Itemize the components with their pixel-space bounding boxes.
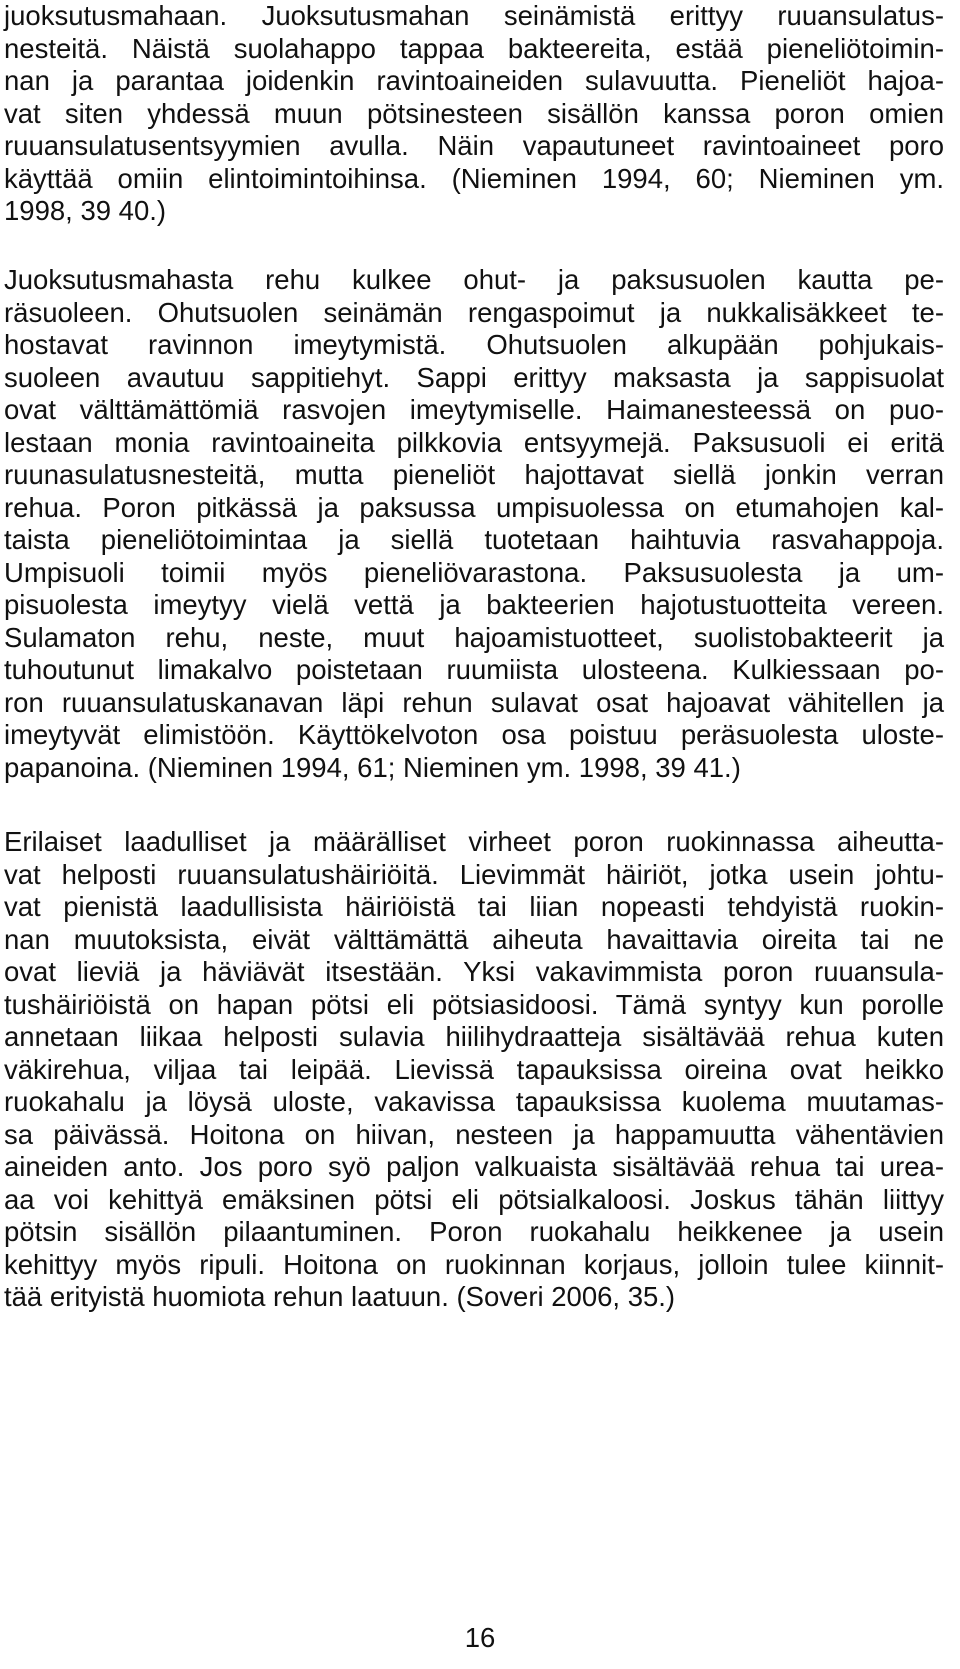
text-line: Erilaiset laadulliset ja määrälliset virheet poron ruokinnassa aiheutta- xyxy=(4,826,944,857)
text-line: räsuoleen. Ohutsuolen seinämän rengaspoimut ja nukkalisäkkeet te- xyxy=(4,296,944,328)
text-line: imeytyvät elimistöön. Käyttökelvoton osa poistuu peräsuolesta uloste- xyxy=(4,719,944,750)
text-line: suoleen avautuu sappitiehyt. Sappi erittyy maksasta ja sappisuolat xyxy=(4,361,944,393)
text-line: annetaan liikaa helposti sulavia hiilihydraatteja sisältävää rehua kuten xyxy=(4,1021,944,1052)
text-line: vat pienistä laadullisista häiriöistä tai liian nopeasti tehdyistä ruokin- xyxy=(4,891,944,922)
text-line: aa voi kehittyä emäksinen pötsi eli pötsialkaloosi. Joskus tähän liittyy xyxy=(4,1183,944,1215)
paragraph-digestion-continued xyxy=(4,0,944,228)
text-line: hostavat ravinnon imeytymistä. Ohutsuolen alkupään pohjukais- xyxy=(4,329,944,360)
text-line: vat helposti ruuansulatushäiriöitä. Lievimmät häiriöt, jotka usein johtu- xyxy=(4,858,944,890)
paragraph-intestines xyxy=(4,264,944,784)
text-line: väkirehua, viljaa tai leipää. Lievissä tapauksissa oireina ovat heikko xyxy=(4,1053,944,1085)
text-line: tää erityistä huomiota rehun laatuun. (Soveri 2006, 35.) xyxy=(4,1281,676,1312)
text-line: pötsin sisällön pilaantuminen. Poron ruokahalu heikkenee ja usein xyxy=(4,1216,944,1247)
text-line: taista pieneliötoimintaa ja siellä tuotetaan haihtuvia rasvahappoja. xyxy=(4,524,944,555)
text-line: ruokahalu ja löysä uloste, vakavissa tapauksissa kuolema muutamas- xyxy=(4,1086,944,1117)
paragraph-digestive-disorders xyxy=(4,826,944,1314)
page-number: 16 xyxy=(464,1622,496,1653)
text-line: sa päivässä. Hoitona on hiivan, nesteen ja happamuutta vähentävien xyxy=(4,1118,944,1150)
text-line: lestaan monia ravintoaineita pilkkovia entsyymejä. Paksusuoli ei eritä xyxy=(4,426,944,458)
text-line: nan ja parantaa joidenkin ravintoaineiden sulavuutta. Pieneliöt hajoa- xyxy=(4,65,944,96)
text-line: ruuansulatusentsyymien avulla. Näin vapautuneet ravintoaineet poro xyxy=(4,130,944,161)
text-line: tuhoutunut limakalvo poistetaan ruumiista ulosteena. Kulkiessaan po- xyxy=(4,654,944,685)
text-line: käyttää omiin elintoimintoihinsa. (Nieminen 1994, 60; Nieminen ym. xyxy=(4,162,944,194)
text-line: papanoina. (Nieminen 1994, 61; Nieminen ym. 1998, 39 41.) xyxy=(4,751,741,783)
text-line: ruunasulatusnesteitä, mutta pieneliöt hajottavat siellä jonkin verran xyxy=(4,459,944,490)
text-line: aineiden anto. Jos poro syö paljon valkuaista sisältävää rehua tai urea- xyxy=(4,1151,944,1182)
text-line: rehua. Poron pitkässä ja paksussa umpisuolessa on etumahojen kal- xyxy=(4,491,944,523)
text-line: ovat lieviä ja häviävät itsestään. Yksi vakavimmista poron ruuansula- xyxy=(4,956,944,987)
text-line: 1998, 39 40.) xyxy=(4,195,167,226)
text-line: tushäiriöistä on hapan pötsi eli pötsiasidoosi. Tämä syntyy kun porolle xyxy=(4,988,944,1020)
text-line: nan muutoksista, eivät välttämättä aiheuta havaittavia oireita tai ne xyxy=(4,923,944,955)
text-line: Juoksutusmahasta rehu kulkee ohut- ja paksusuolen kautta pe- xyxy=(4,264,944,295)
text-line: vat siten yhdessä muun pötsinesteen sisällön kanssa poron omien xyxy=(4,97,944,129)
text-line: juoksutusmahaan. Juoksutusmahan seinämistä erittyy ruuansulatus- xyxy=(4,0,944,31)
text-line: nesteitä. Näistä suolahappo tappaa bakteereita, estää pieneliötoimin- xyxy=(4,32,944,64)
text-line: ovat välttämättömiä rasvojen imeytymiselle. Haimanesteessä on puo- xyxy=(4,394,944,425)
text-line: ron ruuansulatuskanavan läpi rehun sulavat osat hajoavat vähitellen ja xyxy=(4,686,944,718)
text-line: Umpisuoli toimii myös pieneliövarastona. Paksusuolesta ja um- xyxy=(4,556,944,588)
text-line: kehittyy myös ripuli. Hoitona on ruokinnan korjaus, jolloin tulee kiinnit- xyxy=(4,1248,944,1280)
text-line: pisuolesta imeytyy vielä vettä ja bakteerien hajotustuotteita vereen. xyxy=(4,589,944,620)
text-line: Sulamaton rehu, neste, muut hajoamistuotteet, suolistobakteerit ja xyxy=(4,621,944,653)
